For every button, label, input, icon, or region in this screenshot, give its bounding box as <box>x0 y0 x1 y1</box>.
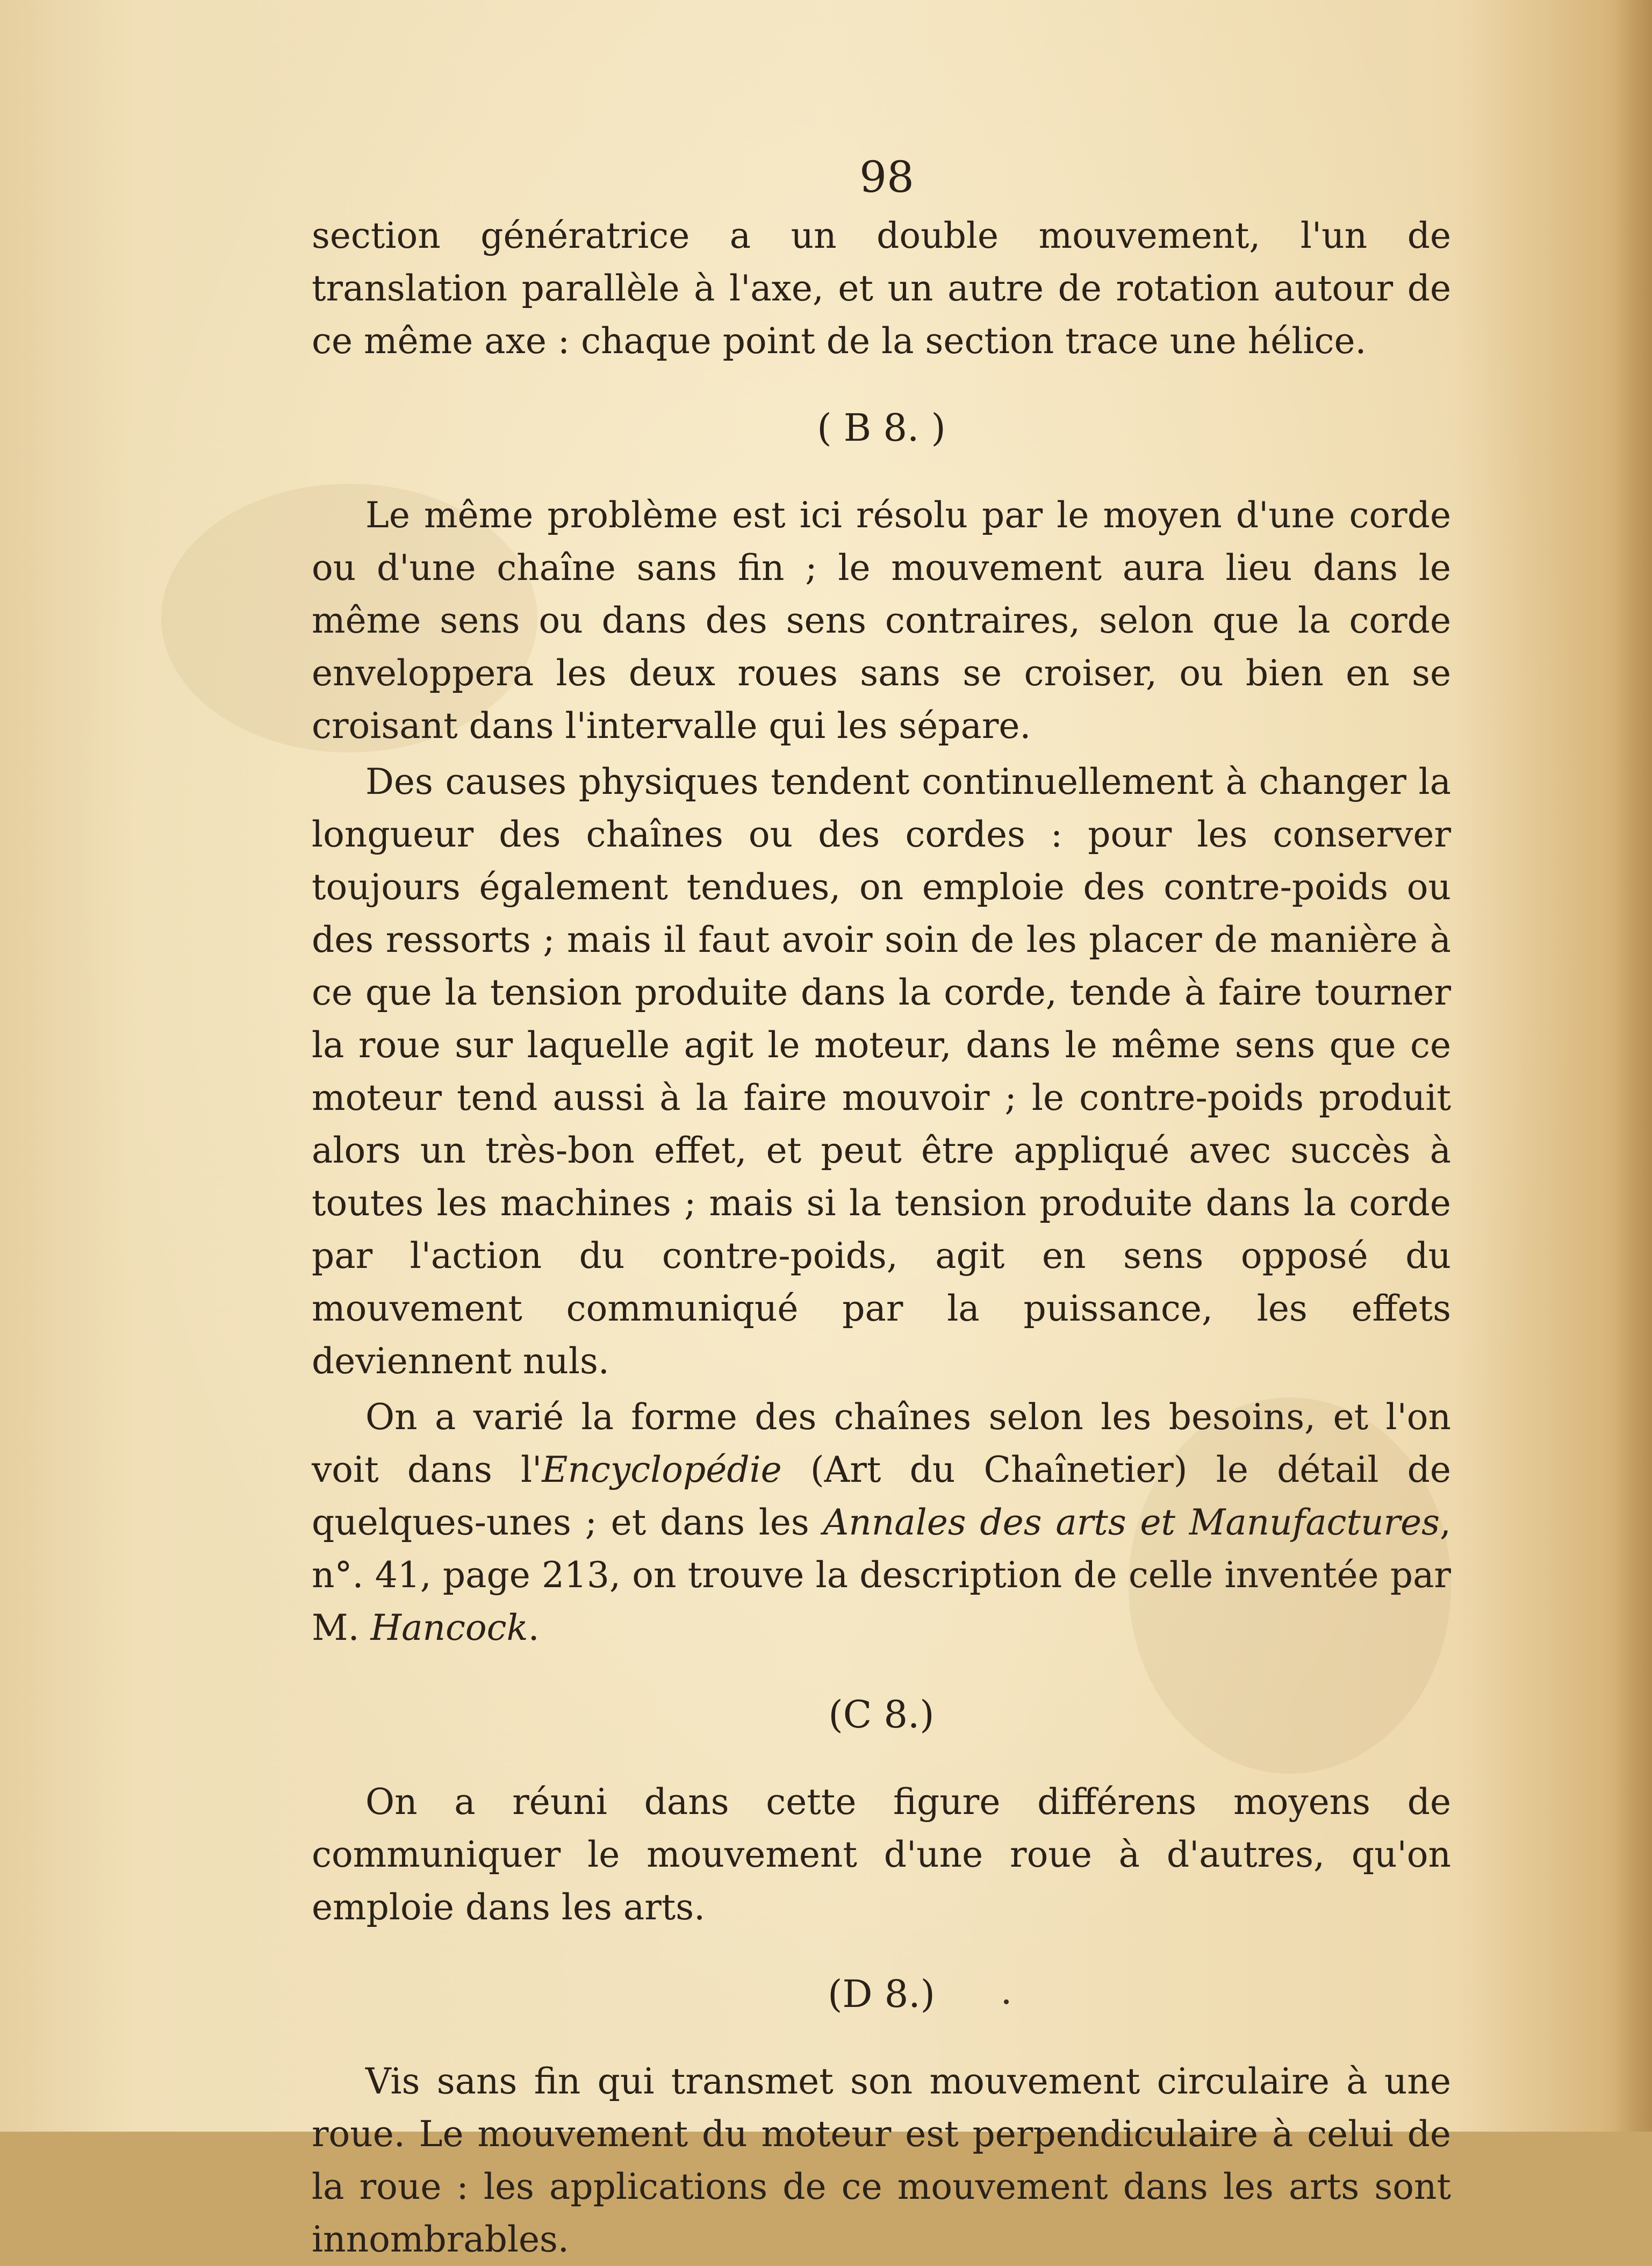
italic-name-hancock: Hancock <box>370 1607 528 1648</box>
text-run: . <box>528 1607 540 1648</box>
section-b8-paragraph-1: Le même problème est ici résolu par le moyen d'une corde ou d'une chaîne sans fin ; le mouvement aura lieu dans le même sens ou dans des sens contraires, selon que la corde enveloppera les deux roues sans se croiser, ou bien en se croisant dans l'intervalle qui les sépare. <box>312 494 1451 747</box>
section-c8-paragraph-1: On a réuni dans cette figure différens moyens de communiquer le mouvement d'une roue à d'autres, qu'on emploie dans les arts. <box>312 1781 1451 1928</box>
text-block <box>312 150 1451 2266</box>
section-b8-paragraph-3 <box>312 1391 1451 1654</box>
text-run: , n°. 41, page 213, on trouve la description de celle inventée par M. <box>312 1502 1451 1648</box>
italic-title-encyclopedie: Encyclopédie <box>542 1449 782 1490</box>
section-b8-paragraph-2: Des causes physiques tendent continuellement à changer la longueur des chaînes ou des cordes : pour les conserver toujours également tendues, on emploie des contre-poids ou des ressorts ; mais il faut avoir soin de les placer de manière à ce que la tension produite dans la corde, tende à faire tourner la roue sur laquelle agit le moteur, dans le même sens que ce moteur tend aussi à la faire mouvoir ; le contre-poids produit alors un très-bon effet, et peut être appliqué avec succès à toutes les machines ; mais si la tension produite dans la corde par l'action du contre-poids, agit en sens opposé du mouvement communiqué par la puissance, les effets deviennent nuls. <box>312 761 1451 1382</box>
text-run: (Art du Chaînetier) le détail de quelques-unes ; et dans les <box>312 1449 1451 1543</box>
section-d8-paragraph-1: Vis sans fin qui transmet son mouvement circulaire à une roue. Le mouvement du moteur est perpendiculaire à celui de la roue : les applications de ce mouvement dans les arts sont innombrables. <box>312 2061 1451 2260</box>
section-heading-d8: (D 8.) <box>828 1972 935 2016</box>
section-heading-b8: ( B 8. ) <box>817 406 946 450</box>
section-heading-c8: (C 8.) <box>828 1693 935 1737</box>
italic-title-annales: Annales des arts et Manufactures <box>823 1502 1440 1543</box>
page-number: 98 <box>859 152 914 202</box>
intro-paragraph: section génératrice a un double mouvement, l'un de translation parallèle à l'axe, et un autre de rotation autour de ce même axe : chaque point de la section trace une hélice. <box>312 215 1451 362</box>
text-run: On a varié la forme des chaînes selon les besoins, et l'on voit dans l' <box>312 1396 1451 1490</box>
